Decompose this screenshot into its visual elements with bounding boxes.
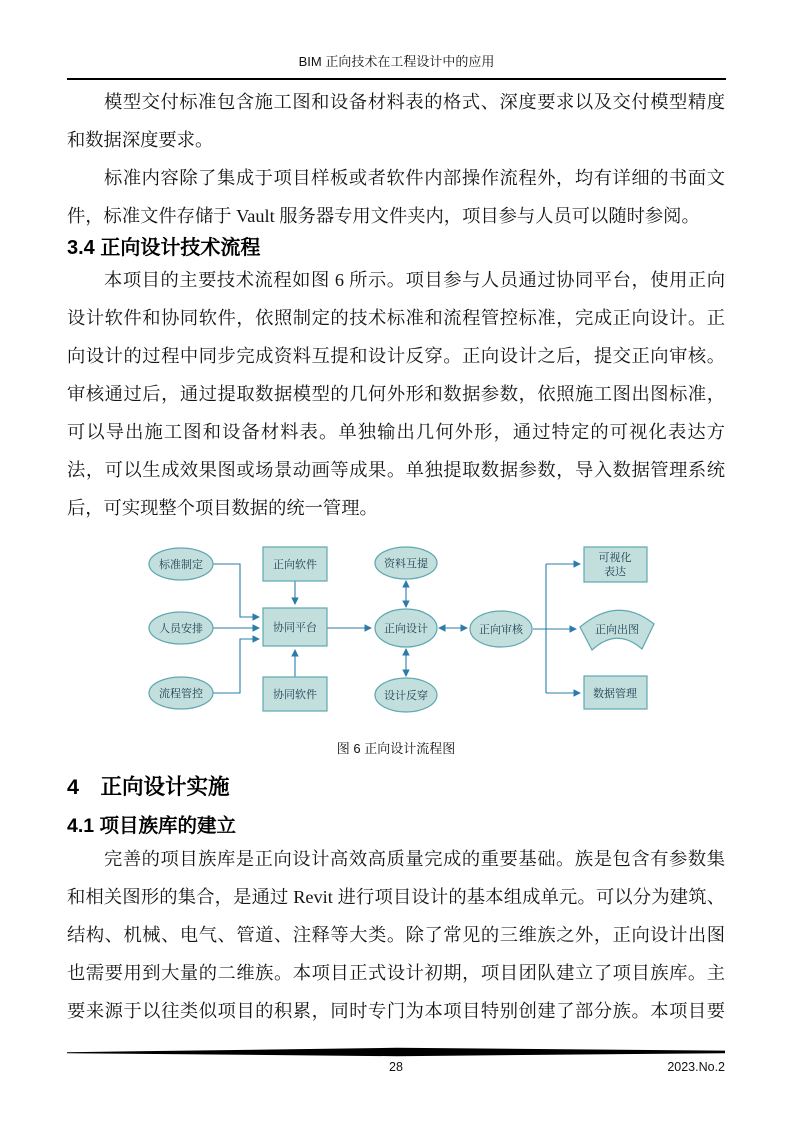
node-visualization-label-line1: 可视化 xyxy=(598,552,632,564)
page-number: 28 xyxy=(389,1060,403,1074)
figure-6-flowchart xyxy=(67,533,725,738)
node-collaboration-platform-label: 协同平台 xyxy=(273,622,317,634)
node-forward-software-label: 正向软件 xyxy=(273,559,317,571)
node-forward-drawing-label: 正向出图 xyxy=(595,624,639,636)
footer-row xyxy=(67,1060,725,1078)
header-rule xyxy=(67,78,726,80)
running-title: BIM 正向技术在工程设计中的应用 xyxy=(298,54,495,69)
node-forward-review-label: 正向审核 xyxy=(479,624,523,636)
heading-4: 4 正向设计实施 xyxy=(67,775,230,799)
page-content xyxy=(0,83,793,1030)
node-data-exchange-label: 资料互提 xyxy=(384,558,428,570)
node-visualization-label-line2: 表达 xyxy=(604,566,626,578)
node-design-feedback-label: 设计反穿 xyxy=(384,690,428,702)
paragraph-standard-content: 标准内容除了集成于项目样板或者软件内部操作流程外，均有详细的书面文件，标准文件存储于 Vault 服务器专用文件夹内，项目参与人员可以随时参阅。 xyxy=(67,168,725,226)
node-data-management-label: 数据管理 xyxy=(593,688,637,700)
node-forward-design-label: 正向设计 xyxy=(384,623,428,635)
node-process-control-label: 流程管控 xyxy=(159,688,203,700)
page-footer xyxy=(67,1047,725,1078)
heading-4-1: 4.1 项目族库的建立 xyxy=(67,815,237,837)
issue-label: 2023.No.2 xyxy=(667,1060,725,1074)
paragraph-family-library: 完善的项目族库是正向设计高效高质量完成的重要基础。族是包含有参数集和相关图形的集合，是通过 Revit 进行项目设计的基本组成单元。可以分为建筑、结构、机械、电气、管道、注释等大类。除了常见的三维族之外，正向设计出图也需要用到大量的二维族。本项目正式设计初期，项目团队建立了项目族库。主要来源于以往类似项目的积累，同时专门为本项目特别创建了部分族。本项目要 xyxy=(67,849,725,1021)
figure-caption: 图 6 正向设计流程图 xyxy=(336,741,456,756)
paragraph-technical-process: 本项目的主要技术流程如图 6 所示。项目参与人员通过协同平台，使用正向设计软件和协同软件，依照制定的技术标准和流程管控标准，完成正向设计。正向设计的过程中同步完成资料互提和设计反穿。正向设计之后，提交正向审核。审核通过后，通过提取数据模型的几何外形和数据参数，依照施工图出图标准，可以导出施工图和设备材料表。单独输出几何外形，通过特定的可视化表达方法，可以生成效果图或场景动画等成果。单独提取数据参数，导入数据管理系统后，可实现整个项目数据的统一管理。 xyxy=(67,270,725,518)
edge-process-to-platform xyxy=(213,639,259,693)
node-collaboration-software-label: 协同软件 xyxy=(273,689,317,701)
node-standard-setting-label: 标准制定 xyxy=(159,559,203,571)
flowchart-canvas xyxy=(140,533,670,738)
paragraph-model-delivery: 模型交付标准包含施工图和设备材料表的格式、深度要求以及交付模型精度和数据深度要求。 xyxy=(67,92,725,150)
node-personnel-arrangement-label: 人员安排 xyxy=(159,623,203,635)
edge-standard-to-platform xyxy=(213,564,259,617)
footer-tapered-rule xyxy=(67,1047,725,1057)
heading-3-4: 3.4 正向设计技术流程 xyxy=(67,237,261,259)
